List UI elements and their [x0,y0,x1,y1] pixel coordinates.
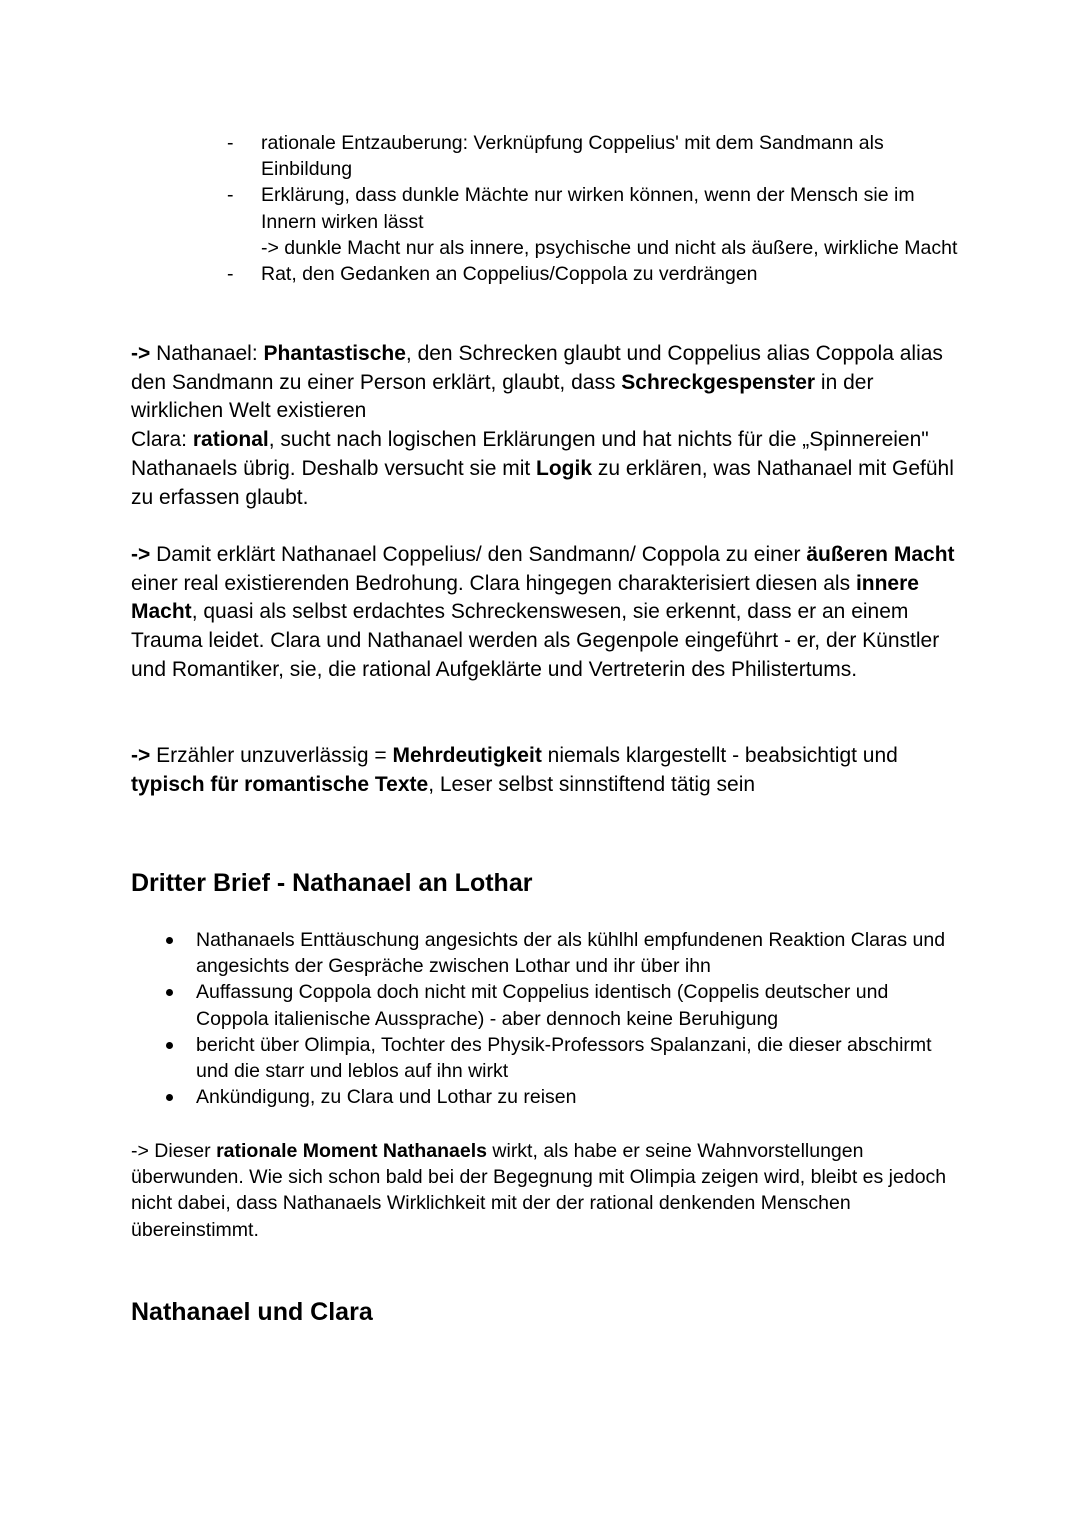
text-run: -> Dieser [131,1140,217,1162]
text-run: , Leser selbst sinnstiftend tätig sein [428,772,756,796]
bold-term: rationale Moment Nathanaels [216,1140,487,1162]
text-run: , den Schrecken glaubt und Coppelius alias Coppola alias den Sandmann zu einer Person erklärt, glaubt, dass [131,342,943,394]
bullet-icon [166,1094,173,1101]
list-item [221,130,961,182]
list-item [163,927,963,979]
paragraph-power-interpretation [131,541,961,685]
dash-list [221,130,961,287]
list-item-text: Nathanaels Enttäuschung angesichts der als kühlhl empfundenen Reaktion Claras und angesichts der Gespräche zwischen Lothar und ihr über ihn [196,929,946,978]
list-item-text: bericht über Olimpia, Tochter des Physik-Professors Spalanzani, die dieser abschirmt und die starr und leblos auf ihn wirkt [196,1033,932,1083]
arrow-marker: -> [131,543,151,566]
bold-term: Mehrdeutigkeit [392,744,542,767]
text-run: Damit erklärt Nathanael Coppelius/ den Sandmann/ Coppola zu einer [150,543,807,566]
bullet-list [163,927,963,1110]
bold-term: rational [192,428,269,452]
text-run: einer real existierenden Bedrohung. Clara hingegen charakterisiert diesen als [131,571,856,595]
text-run: Erzähler unzuverlässig = [150,744,393,767]
list-item [221,182,961,261]
list-item-text: rationale Entzauberung: Verknüpfung Coppelius' mit dem Sandmann als Einbildung [261,132,884,181]
bold-term: innere Macht [131,571,919,624]
paragraph-rational-moment [131,1138,961,1243]
dash-marker: - [227,184,234,207]
text-run: Nathanael: [150,342,264,365]
paragraph-line [131,426,961,512]
section-heading: Dritter Brief - Nathanael an Lothar [131,869,533,897]
bullet-icon [166,989,173,996]
list-item [163,1032,963,1084]
list-item [221,261,961,287]
text-run: , sucht nach logischen Erklärungen und hat nichts für die „Spinnereien" Nathanaels übrig. Deshalb versucht sie mit [131,428,929,480]
list-item [163,979,963,1031]
text-run: in der wirklichen Welt existieren [131,370,874,423]
list-item-subtext: -> dunkle Macht nur als innere, psychische und nicht als äußere, wirkliche Macht [261,236,958,259]
bold-term: Phantastische [263,342,406,365]
text-run: zu erklären, was Nathanael mit Gefühl zu erfassen glaubt. [131,456,954,509]
bold-term: typisch für romantische Texte [131,772,429,796]
text-run: Clara: [131,428,193,452]
arrow-marker: -> [131,744,151,767]
dash-marker: - [227,132,234,154]
bold-term: äußeren Macht [806,543,955,566]
bullet-icon [166,937,173,944]
bold-term: Logik [536,456,593,480]
paragraph-character-contrast [131,340,961,512]
text-run: , quasi als selbst erdachtes Schreckenswesen, sie erkennt, dass er an einem Trauma leidet. Clara und Nathanael werden als Gegenpole eingeführt - er, der Künstler und Romantiker, sie, die rational Aufgeklärte und Vertreterin des Philistertums. [131,600,940,681]
list-item-text: Auffassung Coppola doch nicht mit Coppelius identisch (Coppelis deutscher und Coppola italienische Aussprache) - aber dennoch keine Beruhigung [196,981,889,1030]
text-run: wirkt, als habe er seine Wahnvorstellungen überwunden. Wie sich schon bald bei der Begegnung mit Olimpia zeigen wird, bleibt es jedoch nicht dabei, dass Nathanaels Wirklichkeit mit der der rational denkenden Menschen übereinstimmt. [131,1140,947,1241]
paragraph-narrator [131,742,961,799]
list-item [163,1084,963,1110]
bullet-icon [166,1042,173,1049]
text-run: niemals klargestellt - beabsichtigt und [541,744,898,767]
list-item-text: Rat, den Gedanken an Coppelius/Coppola zu verdrängen [261,263,758,286]
section-heading: Nathanael und Clara [131,1298,373,1326]
list-item-text: Ankündigung, zu Clara und Lothar zu reisen [196,1086,577,1109]
arrow-marker: -> [131,342,151,365]
bold-term: Schreckgespenster [621,370,816,394]
dash-marker: - [227,263,234,286]
paragraph-line [131,340,961,426]
list-item-text: Erklärung, dass dunkle Mächte nur wirken können, wenn der Mensch sie im Innern wirken lässt [261,184,915,233]
